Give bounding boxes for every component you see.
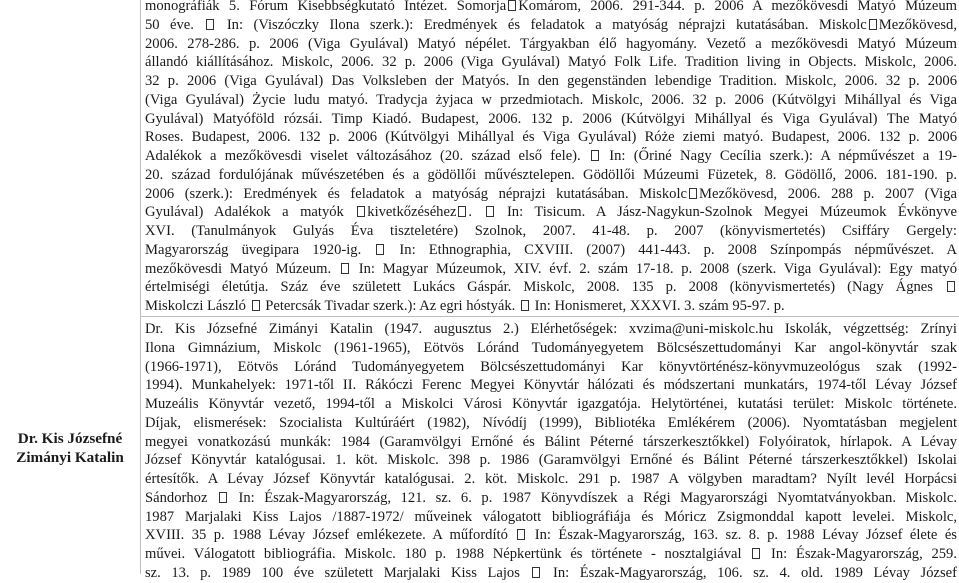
biography-line: Díjak, elismerések: Szocialista Kultúráért (1982), Nívódíj (1999), Bibliotéka Emlékérem (2006). Nyomtatásban megjelent	[145, 414, 957, 431]
missing-glyph-box	[219, 492, 227, 503]
bibliography-line: mezőkövesdi Matyó Múzeum. In: Magyar Múzeumok, XIV. évf. 2. szám 17-18. p. 2008 (szerk. Viga Gyulával): Egy matyó	[145, 260, 957, 277]
missing-glyph-box	[517, 529, 525, 540]
missing-glyph-box	[486, 206, 494, 217]
missing-glyph-box	[689, 188, 697, 199]
name-column	[0, 0, 141, 574]
bibliography-line: 2006 (szerk.): Eredmények és feladatok a matyóság néprajzi kutatásában. Miskolc Mezőkövesd, 2006. 288 p. 2007 (Viga	[145, 185, 957, 202]
missing-glyph-box	[947, 281, 955, 292]
missing-glyph-box	[532, 567, 540, 578]
bibliography-line: Adalékok a mezőkövesdi viselet változásához (20. század első fele). In: (Őriné Nagy Cecília szerk.): A népművészet a 19-	[145, 148, 957, 164]
bibliography-line: 20. század fordulójának művészetében és a gödöllői művésztelepen. Gödöllői Múzeumi Füzetek, 8. Gödöllő, 2006. 181-190. p.	[145, 166, 957, 183]
missing-glyph-box	[521, 300, 529, 311]
missing-glyph-box	[752, 548, 760, 559]
bibliography-line: Roses. Budapest, 2006. 132 p. 2006 (Kútvölgyi Mihállyal és Viga Gyulával) Róże ziemi matyó. Budapest, 2006. 132 p. 2006	[145, 129, 957, 146]
bibliography-line: 32 p. 2006 (Viga Gyulával) Das Volksleben der Matyós. In den gegenständen lebendige Tradition. Miskolc, 2006. 32 p. 2006	[145, 73, 957, 89]
biography-line: 1994). Munkahelyek: 1971-től II. Rákóczi Ferenc Megyei Könyvtár hálózati és módszertani munkatárs, 1974-től Lévay József	[145, 377, 957, 394]
biography-line: Muzeális Könyvtár vezető, 1994-től a Miskolci Városi Könyvtár igazgatója. Helytörténei, kutatási terület: Miskolc története.	[145, 396, 957, 412]
bibliography-line: Gyulával) Adalékok a matyók kivetkőzéséhez . In: Tisicum. A Jász-Nagykun-Szolnok Megyei Múzeumok Évkönyve	[145, 204, 957, 221]
missing-glyph-box	[206, 19, 214, 30]
bibliography-line: (Viga Gyulával) Życie ludu matyó. Tradycja żyjaca w przedmiotach. Miskolc, 2006. 32 p. 2006 (Kútvölgyi Mihállyal és Viga	[145, 91, 957, 108]
person-name: Dr. Kis Józsefné Zimányi Katalin	[16, 430, 124, 466]
missing-glyph-box	[869, 19, 877, 30]
bibliography-line: Miskolczi László Petercsák Tivadar szerk.): Az egri hóstyák. In: Honismeret, XXXVI. 3. szám 95-97. p.	[145, 298, 785, 314]
missing-glyph-box	[357, 206, 365, 217]
biography-line: megyei vonatkozású munkák: 1984 (Garamvölgyi Ernőné és Bálint Péterné társzerkesztőkkel) Folyóiratok, hírlapok. A Lévay	[145, 433, 957, 450]
missing-glyph-box	[341, 263, 349, 274]
bibliography-line: Gyulával) Matyóföld rózsái. Timp Kiadó. Budapest, 2006. 132 p. 2006 (Kútvölgyi Mihállyal és Viga Gyulával) The Matyó	[145, 110, 957, 127]
biography-line: művei. Válogatott bibliográfia. Miskolc. 180 p. 1988 Népkertünk és története - nosztalgiával In: Észak-Magyarország, 259.	[145, 546, 957, 562]
text-column	[141, 0, 959, 581]
missing-glyph-box	[252, 300, 260, 311]
biography-line: (1966-1971), Eötvös Lóránd Tudományegyetem Bölcsészettudományi Kar könyvtörténész-könyvmuzeológus szak (1992-	[145, 358, 957, 375]
missing-glyph-box	[591, 150, 599, 161]
bibliography-line: 2006. 278-286. p. 2006 (Viga Gyulával) Matyó népélet. Tárgyakban élő hagyomány. Vezető a mezőkövesdi Matyó Múzeum	[145, 35, 957, 52]
biography-line: Ilona Gimnázium, Miskolc (1961-1965), Eötvös Lóránd Tudományegyetem Bölcsészettudományi Kar angol-könyvtár szak	[145, 339, 957, 356]
bibliography-line: XVI. (Tanulmányok Gulyás Éva tiszteletére) Szolnok, 2007. 41-48. p. 2007 (könyvismertetés) Csiffáry Gergely:	[145, 223, 957, 239]
biography-line: József Könyvtár katalógusai. 1. köt. Miskolc. 398 p. 1986 (Garamvölgyi Ernőné és Bálint Péterné társzerkesztőkkel) Iskolai	[145, 452, 957, 469]
missing-glyph-box	[508, 0, 516, 11]
bibliography-line: 50 éve. In: (Viszóczky Ilona szerk.): Eredmények és feladatok a matyóság néprajzi kutatásában. Miskolc Mezőkövesd,	[145, 16, 957, 33]
biography-line: értesítők. A Lévay József Könyvtár katalógusai. 2. köt. Miskolc. 291 p. 1987 A völgyben maradtam? Nyílt levél Horpácsi	[145, 471, 957, 487]
bibliography-line: állandó kiállításához. Miskolc, 2006. 32 p. 2006 (Viga Gyulával) Matyó Folk Life. Tradition living in Objects. Miskolc, 2006.	[145, 54, 957, 71]
bibliography-line: értelmiségi életútja. Száz éve született Lukács Gáspár. Miskolc, 2008. 135 p. 2008 (könyvismertetés) (Nagy Ágnes	[145, 277, 957, 297]
missing-glyph-box	[458, 206, 466, 217]
biography-line: Sándorhoz In: Észak-Magyarország, 121. sz. 6. p. 1987 Könyvdíszek a Régi Magyarországi Nyomtatványokban. Miskolc.	[145, 489, 957, 506]
biography-line: 1987 Marjalaki Kiss Lajos /1887-1972/ műveinek válogatott bibliográfiája és Móricz Zsigmonddal kapott levelei. Miskolc,	[145, 508, 957, 525]
row-divider	[141, 316, 959, 317]
bibliography-line: Magyarország üvegipara 1920-ig. In: Ethnographia, CXVIII. (2007) 441-443. p. 2008 Színpompás népművészet. A	[145, 241, 957, 258]
bibliography-line: monográfiák 5. Fórum Kisebbségkutató Intézet. Somorja Komárom, 2006. 291-344. p. 2006 A mezőkövesdi Matyó Múzeum	[145, 0, 957, 14]
biography-line: XVIII. 35 p. 1988 Lévay József emlékezete. A műfordító In: Észak-Magyarország, 163. sz. 8. p. 1988 Lévay József élete és	[145, 527, 957, 544]
biography-line: sz. 13. p. 1989 100 éve született Marjalaki Kiss Lajos In: Észak-Magyarország, 106. sz. 4. old. 1989 Lévay József	[145, 564, 957, 581]
missing-glyph-box	[376, 244, 384, 255]
biography-line: Dr. Kis Józsefné Zimányi Katalin (1947. augusztus 2.) Elérhetőségek: xvzima@uni-miskolc.hu Iskolák, végzettség: Zrínyi	[145, 321, 957, 337]
